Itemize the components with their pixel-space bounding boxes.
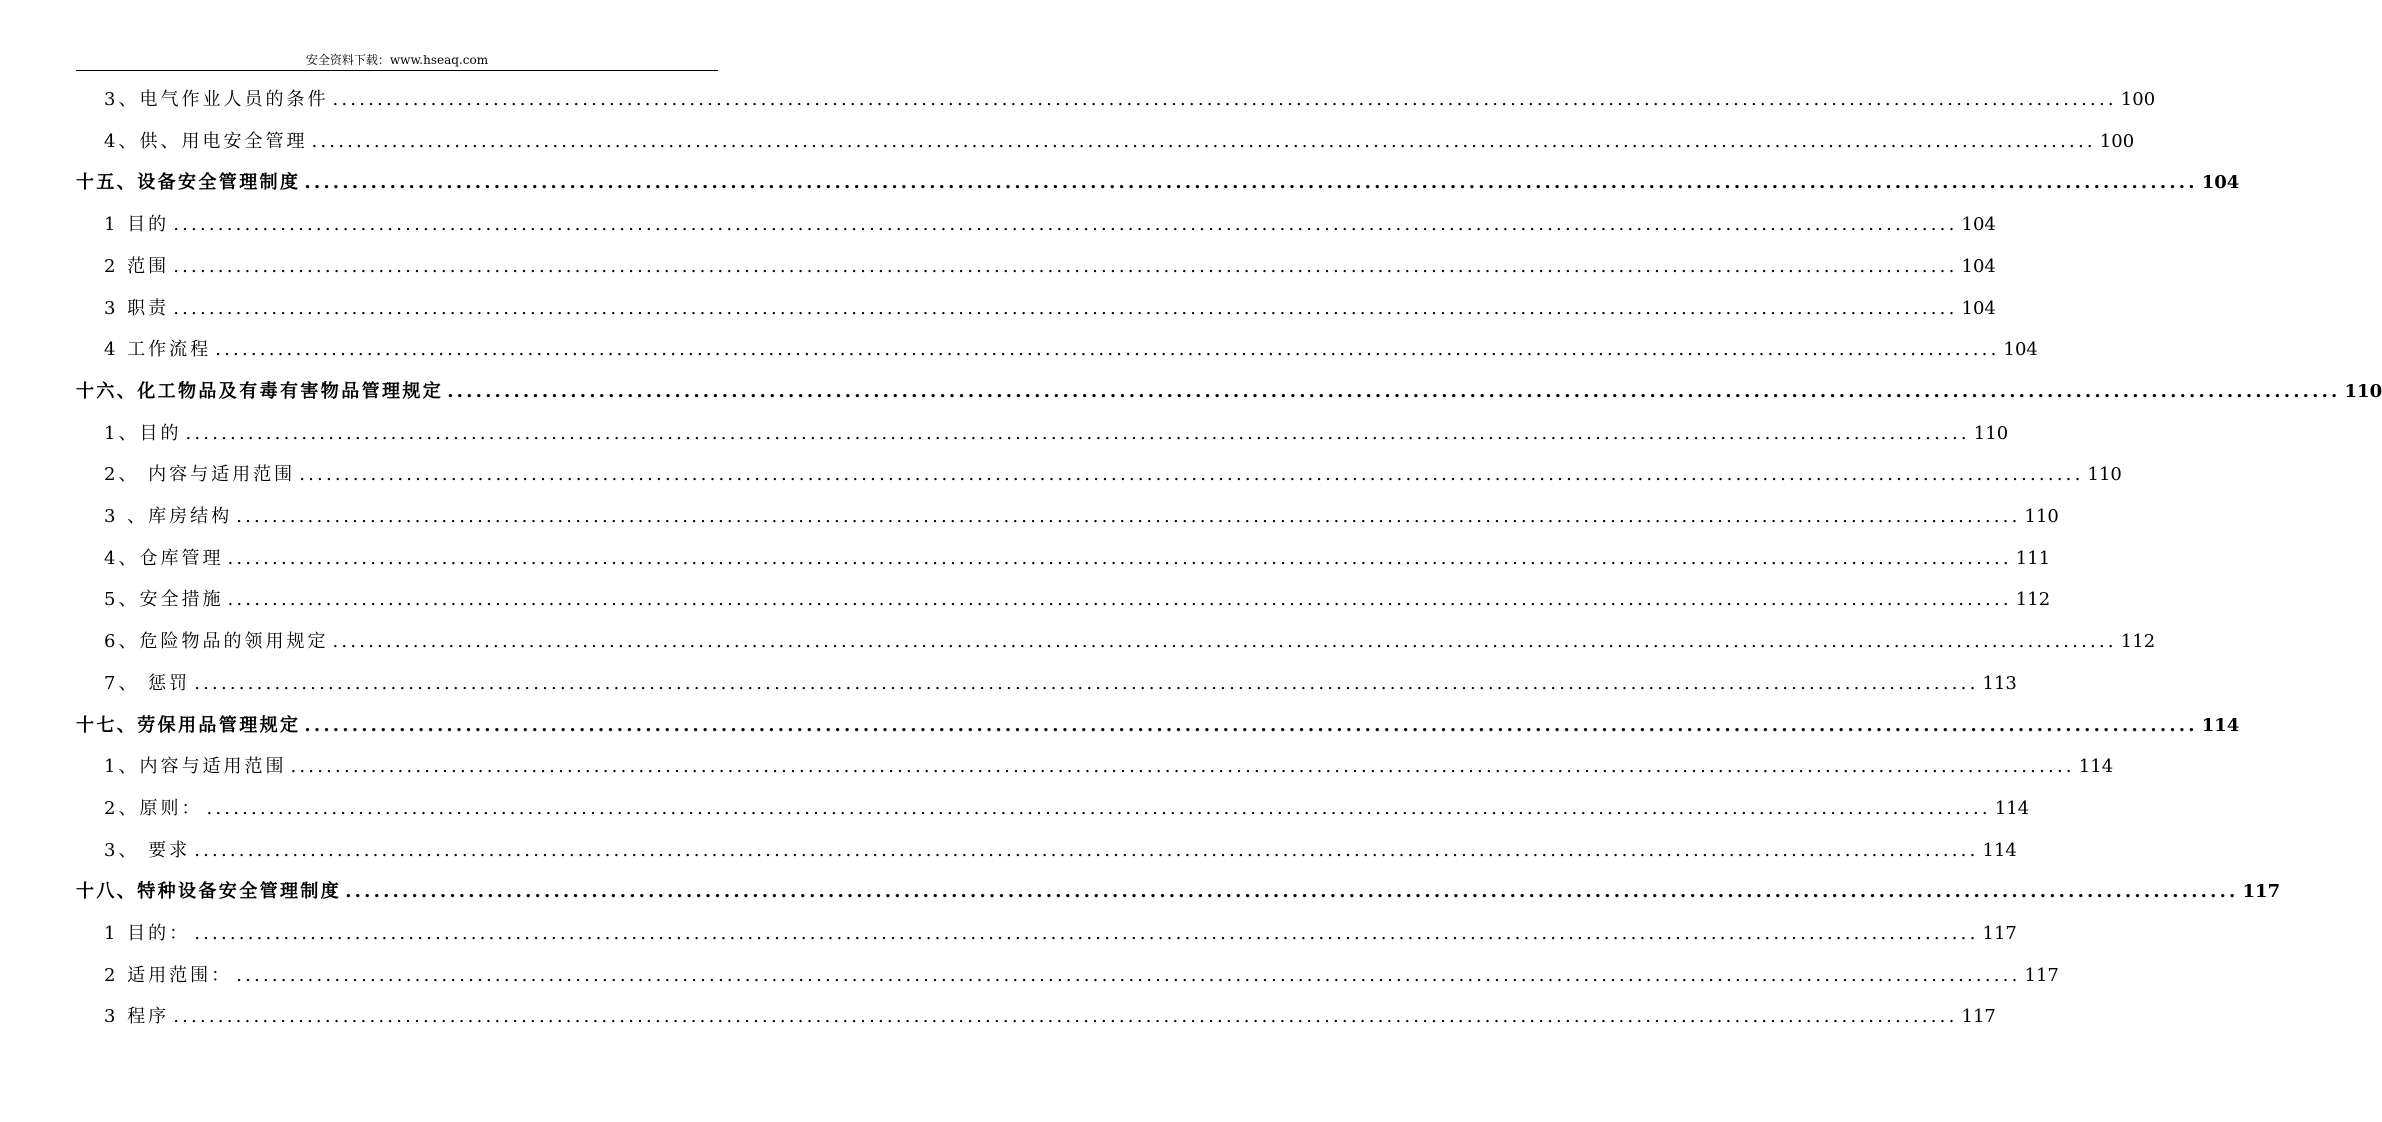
- toc-entry-page-number: 113: [1982, 673, 2017, 694]
- toc-entry-title: 2 适用范围：: [104, 965, 233, 986]
- toc-entry-title: 2、 内容与适用范围: [104, 464, 296, 485]
- toc-entry-title: 5、安全措施: [104, 589, 224, 610]
- toc-entry-title: 3、电气作业人员的条件: [104, 89, 329, 110]
- toc-entry-page-number: 104: [1961, 214, 1996, 235]
- toc-dot-leader: ........................................................................................................................................................................................................: [194, 923, 1979, 944]
- toc-entry-page-number: 100: [2099, 131, 2135, 152]
- toc-entry-page-number: 112: [2120, 631, 2156, 652]
- toc-entry-title: 4、供、用电安全管理: [104, 131, 308, 152]
- toc-entry-page-number: 110: [2024, 506, 2059, 527]
- toc-entry[interactable]: [76, 1001, 1996, 1029]
- toc-dot-leader: ........................................................................................................................................................................................................: [304, 172, 2198, 193]
- toc-entry-page-number: 117: [1982, 923, 2017, 944]
- toc-entry-page-number: 100: [2120, 89, 2156, 110]
- toc-entry[interactable]: [76, 376, 2382, 404]
- toc-entry-page-number: 114: [1982, 840, 2017, 861]
- toc-entry[interactable]: [76, 668, 2017, 696]
- toc-dot-leader: ........................................................................................................................................................................................................: [185, 423, 1970, 444]
- toc-entry[interactable]: [76, 251, 1996, 279]
- toc-entry-title: 7、 惩罚: [104, 673, 191, 694]
- toc-entry-title: 十七、劳保用品管理规定: [76, 715, 301, 736]
- toc-dot-leader: ........................................................................................................................................................................................................: [332, 89, 2117, 110]
- header-text: 安全资料下载：www.hseaq.com: [305, 53, 489, 67]
- toc-dot-leader: ........................................................................................................................................................................................................: [227, 589, 2012, 610]
- toc-entry[interactable]: [76, 126, 2135, 154]
- toc-entry[interactable]: [76, 334, 2038, 362]
- toc-dot-leader: ........................................................................................................................................................................................................: [173, 298, 1958, 319]
- toc-entry[interactable]: [76, 418, 2009, 446]
- toc-dot-leader: ........................................................................................................................................................................................................: [290, 756, 2075, 777]
- toc-entry-title: 十五、设备安全管理制度: [76, 172, 301, 193]
- toc-entry-page-number: 104: [2003, 339, 2038, 360]
- toc-entry-title: 3、 要求: [104, 840, 191, 861]
- toc-entry[interactable]: [76, 960, 2059, 988]
- toc-dot-leader: ........................................................................................................................................................................................................: [206, 798, 1991, 819]
- toc-entry-title: 2 范围: [104, 256, 170, 277]
- toc-entry[interactable]: [76, 835, 2017, 863]
- toc-entry-title: 3 程序: [104, 1006, 170, 1027]
- toc-dot-leader: ........................................................................................................................................................................................................: [173, 1006, 1958, 1027]
- toc-dot-leader: ........................................................................................................................................................................................................: [173, 214, 1958, 235]
- toc-entry-page-number: 114: [2201, 715, 2240, 736]
- toc-dot-leader: ........................................................................................................................................................................................................: [332, 631, 2117, 652]
- toc-entry-title: 2、原则：: [104, 798, 203, 819]
- toc-entry-title: 1、内容与适用范围: [104, 756, 287, 777]
- toc-entry-page-number: 114: [1994, 798, 2030, 819]
- toc-entry[interactable]: [76, 501, 2059, 529]
- toc-entry-page-number: 114: [2078, 756, 2114, 777]
- toc-entry[interactable]: [76, 167, 2240, 195]
- toc-entry-page-number: 117: [2024, 965, 2059, 986]
- toc-dot-leader: ........................................................................................................................................................................................................: [236, 506, 2021, 527]
- toc-dot-leader: ........................................................................................................................................................................................................: [194, 840, 1979, 861]
- toc-entry-page-number: 110: [1973, 423, 2009, 444]
- toc-dot-leader: ........................................................................................................................................................................................................: [345, 881, 2239, 902]
- toc-entry-page-number: 104: [1961, 256, 1996, 277]
- toc-entry-page-number: 110: [2087, 464, 2122, 485]
- toc-entry-page-number: 117: [1961, 1006, 1996, 1027]
- toc-dot-leader: ........................................................................................................................................................................................................: [299, 464, 2084, 485]
- toc-entry-page-number: 104: [1961, 298, 1996, 319]
- toc-entry-page-number: 110: [2344, 381, 2382, 402]
- toc-entry[interactable]: [76, 793, 2030, 821]
- toc-entry[interactable]: [76, 84, 2156, 112]
- toc-dot-leader: ........................................................................................................................................................................................................: [236, 965, 2021, 986]
- toc-entry[interactable]: [76, 584, 2051, 612]
- toc-entry-title: 6、危险物品的领用规定: [104, 631, 329, 652]
- toc-dot-leader: ........................................................................................................................................................................................................: [173, 256, 1958, 277]
- toc-entry-page-number: 117: [2242, 881, 2281, 902]
- toc-entry-title: 3 职责: [104, 298, 170, 319]
- toc-entry[interactable]: [76, 626, 2156, 654]
- toc-entry[interactable]: [76, 710, 2240, 738]
- toc-entry[interactable]: [76, 543, 2051, 571]
- toc-entry[interactable]: [76, 751, 2114, 779]
- toc-entry-page-number: 104: [2201, 172, 2240, 193]
- toc-entry-title: 4 工作流程: [104, 339, 212, 360]
- toc-dot-leader: ........................................................................................................................................................................................................: [215, 339, 2000, 360]
- toc-entry-title: 1 目的：: [104, 923, 191, 944]
- toc-dot-leader: ........................................................................................................................................................................................................: [447, 381, 2341, 402]
- toc-entry[interactable]: [76, 459, 2122, 487]
- toc-entry-title: 4、仓库管理: [104, 548, 224, 569]
- toc-entry[interactable]: [76, 209, 1996, 237]
- toc-entry[interactable]: [76, 293, 1996, 321]
- toc-dot-leader: ........................................................................................................................................................................................................: [311, 131, 2096, 152]
- toc-entry-title: 十六、化工物品及有毒有害物品管理规定: [76, 381, 444, 402]
- toc-dot-leader: ........................................................................................................................................................................................................: [227, 548, 2012, 569]
- toc-entry-page-number: 111: [2015, 548, 2051, 569]
- toc-entry-title: 1、目的: [104, 423, 182, 444]
- header-divider: [76, 70, 718, 71]
- page-header: [76, 52, 718, 68]
- toc-entry-title: 3 、库房结构: [104, 506, 233, 527]
- toc-entry-page-number: 112: [2015, 589, 2051, 610]
- toc-entry-title: 1 目的: [104, 214, 170, 235]
- toc-dot-leader: ........................................................................................................................................................................................................: [304, 715, 2198, 736]
- toc-entry[interactable]: [76, 876, 2281, 904]
- toc-entry-title: 十八、特种设备安全管理制度: [76, 881, 342, 902]
- toc-entry[interactable]: [76, 918, 2017, 946]
- toc-dot-leader: ........................................................................................................................................................................................................: [194, 673, 1979, 694]
